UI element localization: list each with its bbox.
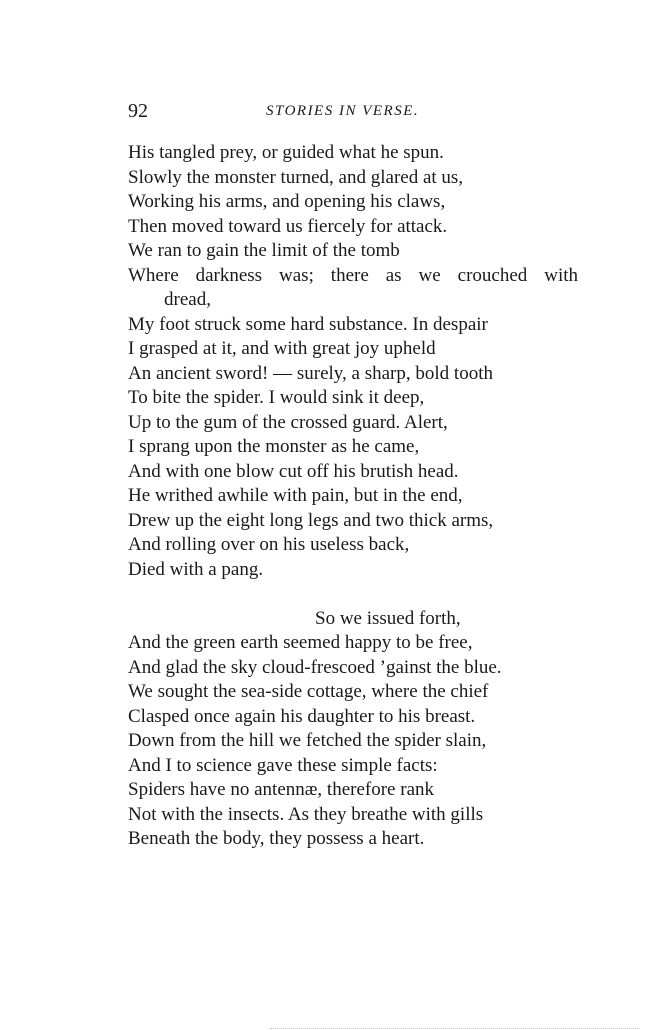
poem-line: Working his arms, and opening his claws,	[128, 191, 446, 212]
poem-text	[128, 141, 588, 852]
running-title: STORIES IN VERSE.	[266, 103, 420, 119]
poem-line: And the green earth seemed happy to be free,	[128, 632, 473, 653]
poem-line: We sought the sea-side cottage, where the chief	[128, 681, 489, 702]
poem-line: Up to the gum of the crossed guard. Alert,	[128, 411, 448, 433]
poem-line: Down from the hill we fetched the spider slain,	[128, 730, 487, 751]
poem-line: An ancient sword! — surely, a sharp, bold tooth	[128, 362, 493, 384]
stanza	[128, 607, 588, 852]
poem-line: And rolling over on his useless back,	[128, 534, 410, 555]
poem-line: So we issued forth,	[315, 607, 461, 629]
poem-line: My foot struck some hard substance. In despair	[128, 313, 488, 335]
poem-line: And with one blow cut off his brutish head.	[128, 460, 459, 482]
poem-line: Spiders have no antennæ, therefore rank	[128, 779, 435, 800]
poem-line: I grasped at it, and with great joy upheld	[128, 338, 436, 359]
poem-line-continuation: dread,	[164, 289, 211, 310]
page-number: 92	[128, 100, 148, 122]
poem-line: And I to science gave these simple facts:	[128, 754, 438, 776]
stanza	[128, 141, 588, 582]
poem-line: We ran to gain the limit of the tomb	[128, 240, 400, 261]
poem-line: Not with the insects. As they breathe with gills	[128, 803, 484, 825]
poem-line: Beneath the body, they possess a heart.	[128, 828, 425, 849]
poem-line: Drew up the eight long legs and two thick arms,	[128, 509, 494, 531]
poem-line: Slowly the monster turned, and glared at us,	[128, 166, 464, 188]
poem-line: To bite the spider. I would sink it deep,	[128, 387, 425, 408]
stanza-break	[128, 582, 588, 607]
poem-line: And glad the sky cloud-frescoed ’gainst the blue.	[128, 656, 502, 678]
poem-line: Then moved toward us fiercely for attack.	[128, 215, 448, 237]
poem-line: Clasped once again his daughter to his breast.	[128, 705, 476, 727]
page-header	[128, 100, 578, 128]
poem-line: His tangled prey, or guided what he spun.	[128, 142, 444, 163]
poem-line: Where darkness was; there as we crouched with	[128, 264, 578, 286]
poem-line: Died with a pang.	[128, 558, 264, 580]
poem-line: He writhed awhile with pain, but in the end,	[128, 485, 463, 506]
poem-line: I sprang upon the monster as he came,	[128, 436, 420, 457]
scan-artifact-divider	[270, 1024, 640, 1029]
